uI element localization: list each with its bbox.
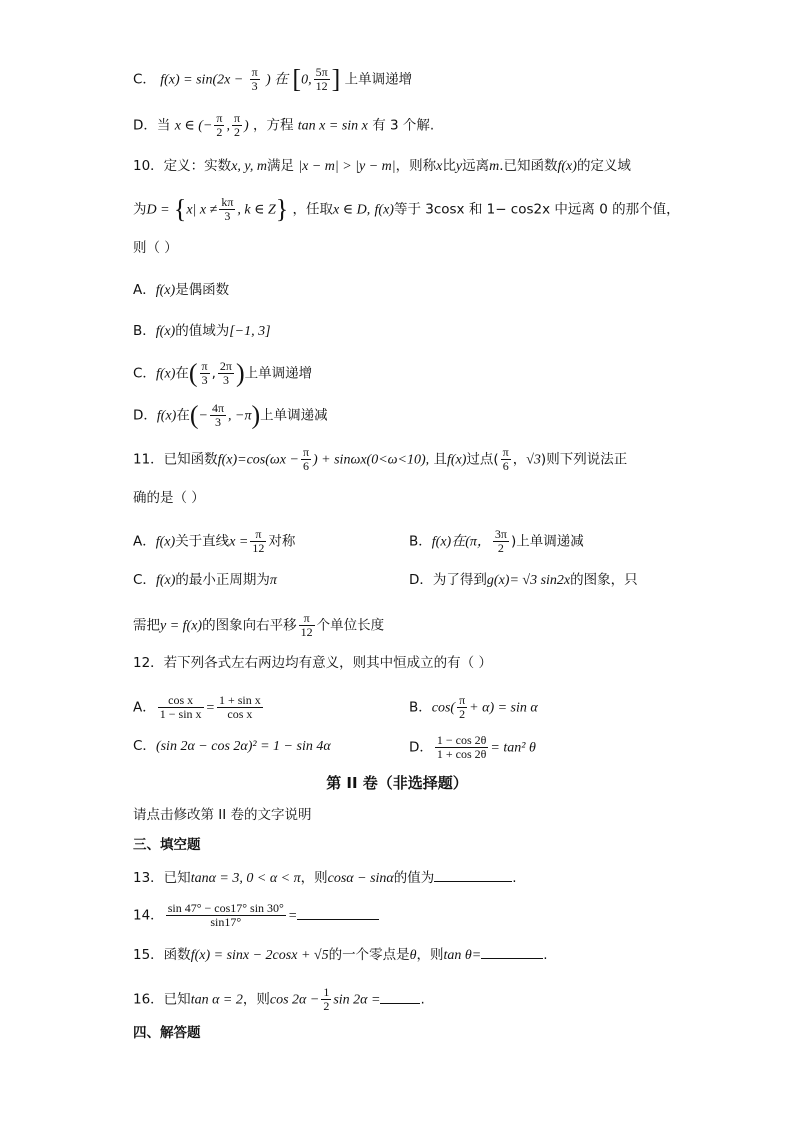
q11-stem-line2: 确的是（ ） bbox=[133, 490, 205, 506]
part-4-heading: 四、解答题 bbox=[133, 1025, 201, 1041]
q11-option-a: A．f(x)关于直线x = $\frac{\pi}{12}$ 对称 bbox=[133, 527, 296, 555]
part-3-heading: 三、填空题 bbox=[133, 837, 201, 853]
q12-stem: 12．若下列各式左右两边均有意义，则其中恒成立的有（ ） bbox=[133, 655, 492, 671]
q10-stem-line2: 为D = {x| x ≠ $\frac{k\pi}{3}$ , k ∈ Z} ，任取x ∈ D, f(x)等于 3cosx 和 1− cos2x 中远离 0 的那个值， bbox=[133, 194, 680, 224]
q10-option-b: B．f(x)的值域为[−1, 3] bbox=[133, 323, 271, 339]
q12-option-a: A． $\frac{\text{cos x}}{\text{1 − sin x}}$ = $\frac{\text{1 + sin x}}{\text{cos x}}$ bbox=[133, 693, 261, 721]
answer-blank[interactable] bbox=[434, 881, 512, 882]
section-2-note: 请点击修改第 II 卷的文字说明 bbox=[133, 807, 312, 823]
q9-option-c: C． f(x) = sin(2x − $\frac{\pi}{3}$ ) 在 [0, $\frac{5\pi}{12}$ ] 上单调递增 bbox=[133, 64, 413, 94]
q9-option-d: D．当 x ∈ (− $\frac{\pi}{2}$ , $\frac{\pi}{2}$ ) ，方程 tan x = sin x 有 3 个解. bbox=[133, 111, 435, 139]
q10-stem-line1: 10．定义：实数x, y, m满足 |x − m| > |y − m|，则称x比y远离m.已知函数f(x)的定义域 bbox=[133, 158, 631, 174]
q11-option-d-cont: 需把y = f(x)的图象向右平移 $\frac{\pi}{12}$ 个单位长度 bbox=[133, 611, 385, 639]
q14: 14． $\frac{\sin 47^\circ - \cos 17^\circ \sin 30^\circ}{\sin 17^\circ}$ = bbox=[133, 902, 379, 929]
section-2-title: 第 II 卷（非选择题） bbox=[326, 774, 468, 792]
q12-option-b: B．cos( $\frac{\pi}{2}$ + α) = sin α bbox=[409, 693, 538, 721]
q10-option-a: A．f(x)是偶函数 bbox=[133, 282, 230, 298]
answer-blank[interactable] bbox=[380, 1003, 420, 1004]
q16: 16．已知tan α = 2，则cos 2α − $\frac{1}{2}$ sin 2α = . bbox=[133, 985, 425, 1013]
q11-stem-line1: 11．已知函数f(x)=cos(ωx − $\frac{\pi}{6}$ ) + sinωx(0<ω<10), 且f(x)过点( $\frac{\pi}{6}$ ，√3)则下列说法正 bbox=[133, 445, 628, 473]
q10-option-d: D．f(x)在(− $\frac{4\pi}{3}$ , −π)上单调递减 bbox=[133, 400, 328, 430]
q11-option-d: D．为了得到g(x)= √3 sin2x的图象，只 bbox=[409, 572, 638, 588]
q12-option-d: D． $\frac{1 - \cos 2\theta}{1 + \cos 2\theta}$ = tan² θ bbox=[409, 733, 536, 761]
q13: 13．已知tanα = 3, 0 < α < π，则cosα − sinα的值为 . bbox=[133, 870, 517, 886]
answer-blank[interactable] bbox=[297, 919, 379, 920]
q15: 15．函数f(x) = sinx − 2cosx + √5的一个零点是θ，则tan θ= . bbox=[133, 947, 548, 963]
q11-option-b: B．f(x)在(π， $\frac{3\pi}{2}$ )上单调递减 bbox=[409, 527, 584, 555]
q11-option-c: C．f(x)的最小正周期为π bbox=[133, 572, 277, 588]
q12-option-c: C．(sin 2α − cos 2α)² = 1 − sin 4α bbox=[133, 738, 331, 754]
fraction: $\frac{\pi}{3}$ bbox=[251, 65, 258, 93]
q10-option-c: C．f(x)在( $\frac{\pi}{3}$ , $\frac{2\pi}{3}$ )上单调递增 bbox=[133, 358, 313, 388]
answer-blank[interactable] bbox=[481, 958, 543, 959]
q10-stem-line3: 则（ ） bbox=[133, 240, 178, 256]
